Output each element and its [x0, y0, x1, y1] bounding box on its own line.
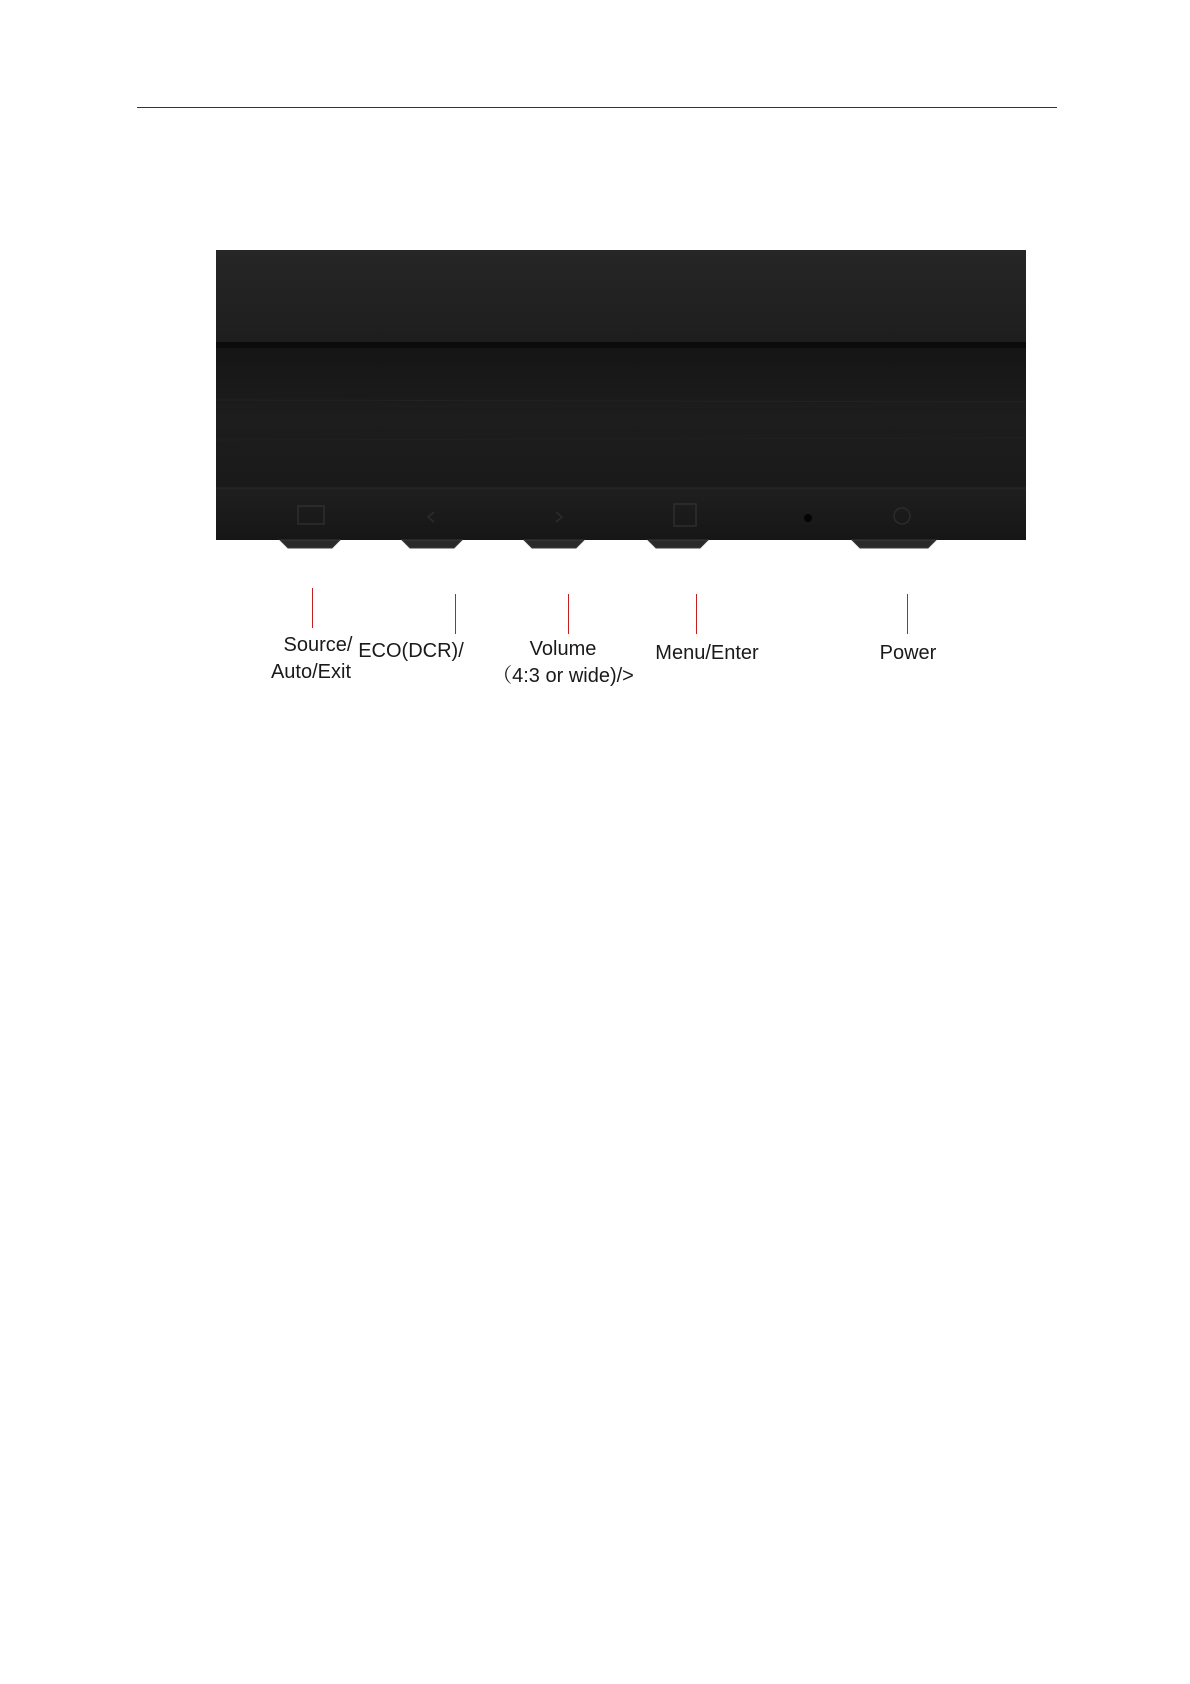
source-callout-line — [312, 588, 313, 628]
menu-callout-line — [696, 594, 697, 634]
eco-callout-line — [455, 594, 456, 634]
eco-label-line1: ECO(DCR)/ — [358, 640, 464, 662]
bezel-lower — [216, 488, 1026, 540]
menu-label-line1: Menu/Enter — [655, 642, 759, 664]
header-rule — [137, 107, 1057, 108]
volume-callout-label — [478, 636, 648, 690]
power-button — [852, 540, 936, 548]
eco-callout-label — [346, 638, 476, 665]
volume-label-line2: （4:3 or wide)/> — [492, 665, 634, 687]
volume-label-line1: Volume — [529, 638, 597, 660]
source-label-line1: Source/ — [283, 634, 353, 656]
monitor-bezel-photo — [216, 250, 1026, 560]
power-callout-line — [907, 594, 908, 634]
volume-button — [524, 540, 584, 548]
bezel-groove — [216, 342, 1026, 348]
volume-callout-line — [568, 594, 569, 634]
monitor-bezel-illustration — [216, 250, 1026, 560]
power-led — [804, 514, 812, 522]
eco-button — [402, 540, 462, 548]
menu-callout-label — [646, 640, 768, 667]
power-label-line1: Power — [879, 642, 937, 664]
source-label-line2: Auto/Exit — [270, 661, 352, 683]
menu-button — [648, 540, 708, 548]
power-callout-label — [858, 640, 958, 667]
source-button — [280, 540, 340, 548]
bezel-upper — [216, 250, 1026, 342]
bezel-middle — [216, 348, 1026, 488]
